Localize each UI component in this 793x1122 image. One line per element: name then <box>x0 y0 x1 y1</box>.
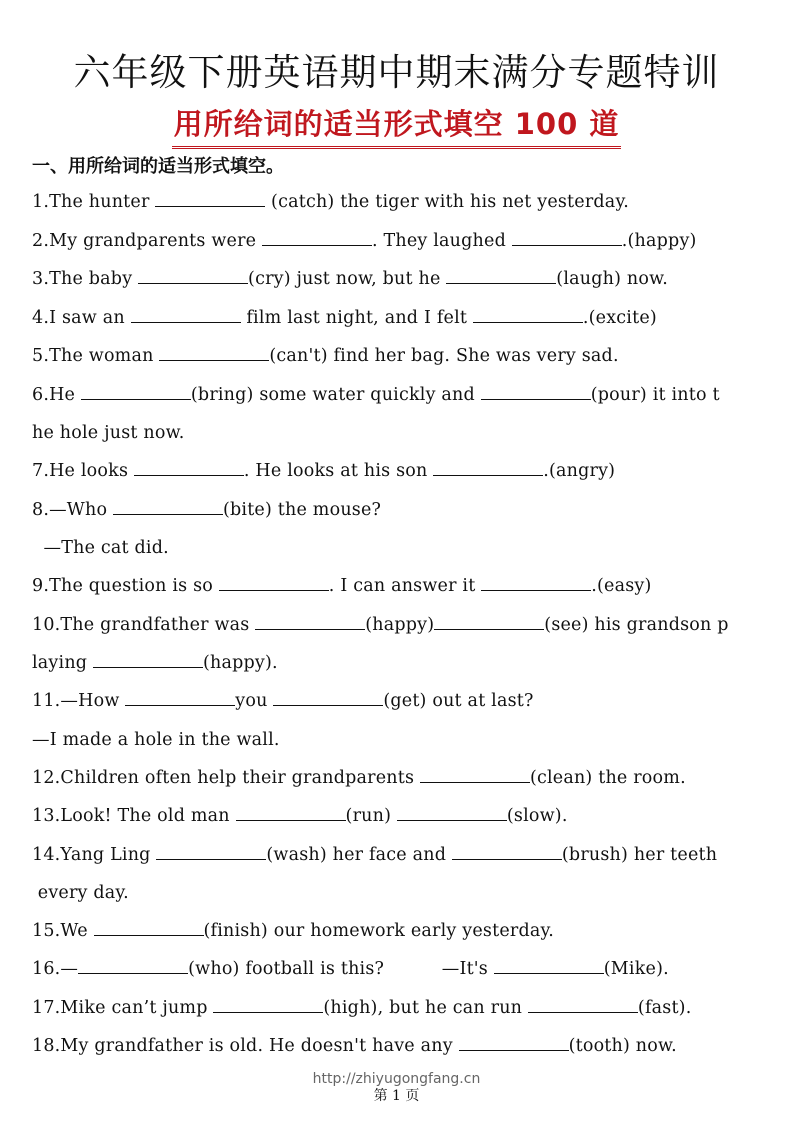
answer-blank[interactable] <box>113 513 223 515</box>
page-title: 六年级下册英语期中期末满分专题特训 <box>73 51 720 94</box>
exercise-line <box>32 1036 767 1056</box>
exercise-text: film last night, and I felt <box>240 308 473 328</box>
exercise-text: (run) <box>345 806 397 826</box>
answer-blank[interactable] <box>397 819 507 821</box>
exercise-text: 3.The baby <box>32 269 139 289</box>
exercise-text: 5.The woman <box>32 346 160 366</box>
footer-url: http://zhiyugongfang.cn <box>312 1071 481 1087</box>
exercise-text: .(happy) <box>621 231 697 251</box>
exercise-text: 6.He <box>32 385 81 405</box>
answer-blank[interactable] <box>81 398 191 400</box>
answer-blank[interactable] <box>159 359 269 361</box>
exercise-text: —It's <box>384 959 494 979</box>
exercise-line <box>32 461 767 481</box>
exercise-text: (tooth) now. <box>568 1036 677 1056</box>
exercise-text: (see) his grandson p <box>544 615 729 635</box>
exercise-text: (slow). <box>506 806 568 826</box>
exercise-text: 14.Yang Ling <box>32 845 157 865</box>
answer-blank[interactable] <box>481 589 591 591</box>
exercise-line <box>32 385 767 405</box>
answer-blank[interactable] <box>236 819 346 821</box>
answer-blank[interactable] <box>93 666 203 668</box>
exercise-line <box>32 192 767 212</box>
exercise-text: (laugh) now. <box>556 269 668 289</box>
answer-blank[interactable] <box>131 321 241 323</box>
answer-blank[interactable] <box>273 704 383 706</box>
exercise-text: 16.— <box>32 959 79 979</box>
exercise-text: 18.My grandfather is old. He doesn't have any <box>32 1036 459 1056</box>
answer-blank[interactable] <box>156 858 266 860</box>
exercise-text: (bring) some water quickly and <box>190 385 481 405</box>
exercise-text: (cry) just now, but he <box>248 269 447 289</box>
exercise-text: (Mike). <box>603 959 669 979</box>
exercise-text: 1.The hunter <box>32 192 156 212</box>
answer-blank[interactable] <box>94 934 204 936</box>
answer-blank[interactable] <box>262 244 372 246</box>
section-heading: 一、用所给词的适当形式填空。 <box>32 156 284 177</box>
answer-blank[interactable] <box>125 704 235 706</box>
exercise-text: 17.Mike can’t jump <box>32 998 214 1018</box>
exercise-line <box>32 921 767 941</box>
exercise-line <box>32 691 767 711</box>
answer-blank[interactable] <box>494 972 604 974</box>
exercise-text: 2.My grandparents were <box>32 231 262 251</box>
answer-blank[interactable] <box>528 1011 638 1013</box>
exercise-line <box>32 308 767 328</box>
exercise-text: (wash) her face and <box>266 845 452 865</box>
exercise-line <box>32 653 767 673</box>
exercise-line <box>32 959 767 979</box>
exercise-line <box>32 998 767 1018</box>
answer-blank[interactable] <box>452 858 562 860</box>
exercise-line <box>32 730 767 750</box>
exercise-text: 4.I saw an <box>32 308 131 328</box>
exercise-text: (brush) her teeth <box>561 845 718 865</box>
exercise-text: 9.The question is so <box>32 576 219 596</box>
exercise-line <box>32 346 767 366</box>
exercise-text: laying <box>32 653 93 673</box>
exercise-line <box>32 269 767 289</box>
answer-blank[interactable] <box>78 972 188 974</box>
exercise-line <box>32 500 767 520</box>
answer-blank[interactable] <box>155 205 265 207</box>
page-subtitle: 用所给词的适当形式填空 100 道 <box>172 102 622 149</box>
exercise-text: .(easy) <box>591 576 652 596</box>
exercise-text: —I made a hole in the wall. <box>32 730 280 750</box>
exercise-text: . He looks at his son <box>243 461 434 481</box>
exercise-text: he hole just now. <box>32 423 185 443</box>
answer-blank[interactable] <box>446 282 556 284</box>
exercise-text: (can't) find her bag. She was very sad. <box>269 346 619 366</box>
exercise-text: —The cat did. <box>32 538 169 558</box>
exercise-text: (catch) the tiger with his net yesterday. <box>265 192 629 212</box>
subtitle-wrapper <box>0 102 793 149</box>
exercise-line <box>32 423 767 443</box>
answer-blank[interactable] <box>481 398 591 400</box>
exercise-line <box>32 231 767 251</box>
exercise-text: (finish) our homework early yesterday. <box>203 921 555 941</box>
answer-blank[interactable] <box>138 282 248 284</box>
exercise-text: (fast). <box>637 998 692 1018</box>
exercise-text: (clean) the room. <box>529 768 686 788</box>
exercise-text: 15.We <box>32 921 94 941</box>
exercise-text: 7.He looks <box>32 461 134 481</box>
exercise-text: .(angry) <box>543 461 616 481</box>
exercise-text: 11.—How <box>32 691 126 711</box>
exercise-text: (high), but he can run <box>323 998 528 1018</box>
answer-blank[interactable] <box>134 474 244 476</box>
exercise-text: (pour) it into t <box>590 385 720 405</box>
answer-blank[interactable] <box>213 1011 323 1013</box>
answer-blank[interactable] <box>255 628 365 630</box>
exercise-text: you <box>235 691 274 711</box>
exercise-text: 10.The grandfather was <box>32 615 256 635</box>
answer-blank[interactable] <box>219 589 329 591</box>
answer-blank[interactable] <box>473 321 583 323</box>
exercise-text: (bite) the mouse? <box>222 500 382 520</box>
exercise-text: (who) football is this? <box>188 959 385 979</box>
exercise-line <box>32 538 767 558</box>
exercise-line <box>32 883 767 903</box>
exercise-line <box>32 576 767 596</box>
exercise-line <box>32 845 767 865</box>
page-number: 第 1 页 <box>373 1088 420 1104</box>
exercise-text: every day. <box>32 883 129 903</box>
exercise-line <box>32 806 767 826</box>
exercise-text: (happy) <box>365 615 435 635</box>
answer-blank[interactable] <box>420 781 530 783</box>
exercise-text: . I can answer it <box>328 576 482 596</box>
exercise-text: .(excite) <box>582 308 657 328</box>
answer-blank[interactable] <box>433 474 543 476</box>
exercise-line <box>32 768 767 788</box>
exercise-text: (happy). <box>202 653 278 673</box>
exercise-text: 13.Look! The old man <box>32 806 236 826</box>
exercise-text: (get) out at last? <box>383 691 534 711</box>
exercise-line <box>32 615 767 635</box>
exercise-text: 8.—Who <box>32 500 113 520</box>
answer-blank[interactable] <box>459 1049 569 1051</box>
answer-blank[interactable] <box>512 244 622 246</box>
exercise-text: 12.Children often help their grandparents <box>32 768 420 788</box>
exercise-text: . They laughed <box>371 231 512 251</box>
answer-blank[interactable] <box>434 628 544 630</box>
